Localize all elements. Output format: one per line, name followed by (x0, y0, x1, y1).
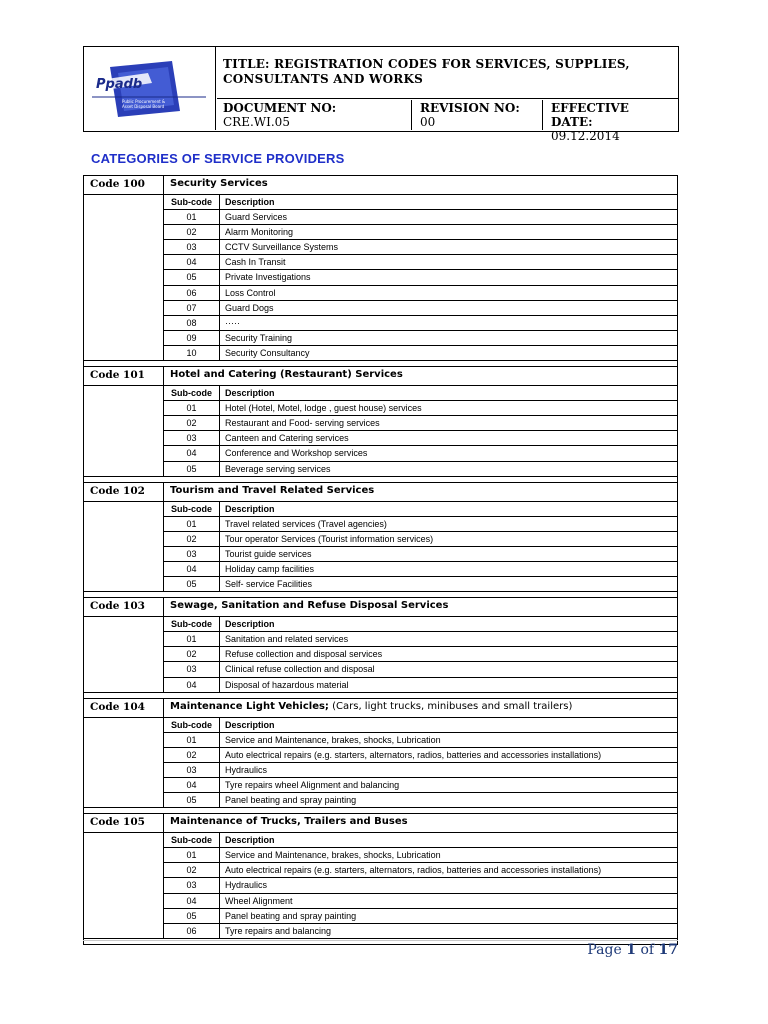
subcode-value: 08 (164, 315, 220, 330)
document-number-value: CRE.WI.05 (223, 115, 290, 129)
subcode-value: 04 (164, 561, 220, 576)
category-row (84, 176, 678, 195)
code-blank-cell (84, 501, 164, 592)
revision-number-label: REVISION NO: (420, 101, 520, 115)
description-value: Tourist guide services (220, 546, 678, 561)
subcode-value: 05 (164, 461, 220, 476)
table-row (164, 747, 677, 762)
description-value: Tour operator Services (Tourist information services) (220, 531, 678, 546)
category-note: (Cars, light trucks, minibuses and small trailers) (328, 700, 573, 712)
description-value: Tyre repairs wheel Alignment and balancing (220, 778, 678, 793)
subcode-value: 02 (164, 863, 220, 878)
category-name-cell (164, 698, 678, 717)
total-pages: 17 (658, 942, 678, 958)
category-code: Code 105 (84, 814, 164, 833)
of-word: of (640, 942, 655, 958)
page-word: Page (587, 942, 622, 958)
category-code: Code 101 (84, 367, 164, 386)
subcode-header-row (164, 833, 677, 848)
table-row (164, 461, 677, 476)
code-blank-cell (84, 717, 164, 808)
category-body-row (84, 617, 678, 692)
code-blank-cell (84, 386, 164, 477)
description-value: Loss Control (220, 285, 678, 300)
subcode-value: 03 (164, 546, 220, 561)
subcode-value: 01 (164, 732, 220, 747)
category-name-cell (164, 814, 678, 833)
table-row (164, 662, 677, 677)
subcode-value: 09 (164, 330, 220, 345)
subcode-cell (164, 195, 678, 361)
description-value: Auto electrical repairs (e.g. starters, alternators, radios, batteries and accessories installations) (220, 863, 678, 878)
subcode-value: 04 (164, 677, 220, 692)
subcode-value: 02 (164, 531, 220, 546)
category-name: Maintenance Light Vehicles; (170, 700, 329, 712)
category-name: Tourism and Travel Related Services (170, 484, 375, 496)
category-name-cell (164, 482, 678, 501)
subcode-value: 05 (164, 270, 220, 285)
logo-cell (84, 47, 216, 130)
description-value: Hotel (Hotel, Motel, lodge , guest house) services (220, 401, 678, 416)
description-value: ····· (220, 315, 678, 330)
subcode-value: 01 (164, 632, 220, 647)
category-name-cell (164, 176, 678, 195)
category-row (84, 698, 678, 717)
subcode-header: Sub-code (164, 502, 220, 517)
description-value: Security Training (220, 330, 678, 345)
description-value: Service and Maintenance, brakes, shocks, Lubrication (220, 732, 678, 747)
subcode-header-row (164, 386, 677, 401)
document-number-cell (217, 100, 412, 130)
subcode-table (164, 502, 677, 592)
description-value: Holiday camp facilities (220, 561, 678, 576)
subcode-value: 01 (164, 848, 220, 863)
subcode-header-row (164, 718, 677, 733)
description-header: Description (220, 502, 678, 517)
description-value: Conference and Workshop services (220, 446, 678, 461)
svg-text:Public Procurement &: Public Procurement & (122, 99, 166, 104)
description-value: Auto electrical repairs (e.g. starters, alternators, radios, batteries and accessories installations) (220, 747, 678, 762)
table-row (164, 632, 677, 647)
table-row (164, 516, 677, 531)
subcode-cell (164, 386, 678, 477)
category-body-row (84, 195, 678, 361)
subcode-value: 07 (164, 300, 220, 315)
subcode-value: 10 (164, 345, 220, 360)
description-header: Description (220, 617, 678, 632)
description-value: Hydraulics (220, 762, 678, 777)
category-row (84, 598, 678, 617)
table-row (164, 848, 677, 863)
category-row (84, 482, 678, 501)
description-value: Hydraulics (220, 878, 678, 893)
table-row (164, 255, 677, 270)
table-row (164, 546, 677, 561)
category-body-row (84, 501, 678, 592)
category-name: Security Services (170, 178, 268, 189)
subcode-value: 05 (164, 908, 220, 923)
table-row (164, 285, 677, 300)
subcode-value: 01 (164, 401, 220, 416)
table-row (164, 345, 677, 360)
category-name-cell (164, 367, 678, 386)
subcode-header: Sub-code (164, 617, 220, 632)
subcode-value: 04 (164, 893, 220, 908)
subcode-table (164, 718, 677, 808)
categories-table (83, 175, 678, 945)
table-row (164, 270, 677, 285)
category-code: Code 104 (84, 698, 164, 717)
subcode-cell (164, 833, 678, 939)
subcode-cell (164, 717, 678, 808)
category-body-row (84, 386, 678, 477)
subcode-value: 01 (164, 516, 220, 531)
category-name: Sewage, Sanitation and Refuse Disposal Services (170, 600, 449, 612)
revision-number-cell (414, 100, 543, 130)
subcode-cell (164, 501, 678, 592)
svg-text:Asset Disposal Board: Asset Disposal Board (122, 104, 165, 109)
subcode-table (164, 833, 677, 938)
effective-date-label: EFFECTIVE DATE: (551, 101, 629, 129)
subcode-value: 05 (164, 577, 220, 592)
subcode-value: 02 (164, 747, 220, 762)
table-row (164, 923, 677, 938)
table-row (164, 893, 677, 908)
description-value: Travel related services (Travel agencies) (220, 516, 678, 531)
table-row (164, 446, 677, 461)
subcode-table (164, 195, 677, 360)
code-blank-cell (84, 617, 164, 692)
table-row (164, 561, 677, 576)
subcode-table (164, 617, 677, 691)
subcode-header-row (164, 617, 677, 632)
description-value: Private Investigations (220, 270, 678, 285)
subcode-header-row (164, 502, 677, 517)
subcode-header-row (164, 195, 677, 210)
table-row (164, 647, 677, 662)
subcode-value: 03 (164, 662, 220, 677)
document-header (83, 46, 679, 143)
description-value: Guard Services (220, 210, 678, 225)
description-header: Description (220, 195, 678, 210)
table-row (164, 732, 677, 747)
title-cell (217, 47, 678, 99)
table-row (164, 431, 677, 446)
description-value: Tyre repairs and balancing (225, 925, 332, 936)
subcode-cell (164, 617, 678, 692)
table-row (164, 210, 677, 225)
table-row (164, 225, 677, 240)
subcode-value: 02 (164, 416, 220, 431)
description-value: Disposal of hazardous material (225, 679, 349, 690)
effective-date-value: 09.12.2014 (551, 129, 620, 143)
svg-text:Ppadb: Ppadb (96, 77, 143, 92)
description-value: Canteen and Catering services (220, 431, 678, 446)
title-label: TITLE: (223, 57, 270, 71)
table-row (164, 878, 677, 893)
revision-number-value: 00 (420, 115, 436, 129)
subcode-value: 06 (164, 923, 220, 938)
category-row (84, 814, 678, 833)
title-text: REGISTRATION CODES FOR SERVICES, SUPPLIES, CONSULTANTS AND WORKS (223, 57, 630, 86)
description-value: Guard Dogs (220, 300, 678, 315)
description-value: Security Consultancy (225, 347, 310, 358)
subcode-value: 02 (164, 225, 220, 240)
table-row (164, 401, 677, 416)
category-body-row (84, 717, 678, 808)
subcode-value: 04 (164, 778, 220, 793)
subcode-value: 06 (164, 285, 220, 300)
table-row (164, 762, 677, 777)
subcode-value: 01 (164, 210, 220, 225)
table-row (164, 300, 677, 315)
subcode-value: 03 (164, 431, 220, 446)
description-value: Cash In Transit (220, 255, 678, 270)
subcode-header: Sub-code (164, 195, 220, 210)
table-row (164, 240, 677, 255)
category-row (84, 367, 678, 386)
code-blank-cell (84, 195, 164, 361)
subcode-header: Sub-code (164, 386, 220, 401)
effective-date-cell (545, 100, 678, 143)
description-value: Sanitation and related services (220, 632, 678, 647)
description-value: Alarm Monitoring (220, 225, 678, 240)
category-code: Code 100 (84, 176, 164, 195)
description-value: Restaurant and Food- serving services (220, 416, 678, 431)
table-row (164, 330, 677, 345)
table-row (164, 416, 677, 431)
subcode-value: 04 (164, 255, 220, 270)
category-code: Code 102 (84, 482, 164, 501)
table-row (164, 863, 677, 878)
description-value: Wheel Alignment (220, 893, 678, 908)
table-row (164, 778, 677, 793)
table-row (164, 908, 677, 923)
document-number-label: DOCUMENT NO: (223, 101, 337, 115)
category-name: Maintenance of Trucks, Trailers and Buses (170, 816, 408, 828)
subcode-value: 03 (164, 878, 220, 893)
category-body-row (84, 833, 678, 939)
subcode-value: 02 (164, 647, 220, 662)
code-blank-cell (84, 833, 164, 939)
description-header: Description (220, 386, 678, 401)
table-row (164, 315, 677, 330)
table-row (164, 531, 677, 546)
description-value: Beverage serving services (225, 463, 331, 474)
current-page: 1 (626, 942, 636, 958)
page-number (587, 942, 678, 958)
description-header: Description (220, 833, 678, 848)
table-row (164, 577, 677, 592)
ppadb-logo (88, 59, 210, 119)
subcode-value: 03 (164, 762, 220, 777)
description-value: Self- service Facilities (225, 579, 313, 590)
category-code: Code 103 (84, 598, 164, 617)
description-value: Refuse collection and disposal services (220, 647, 678, 662)
category-name-cell (164, 598, 678, 617)
subcode-value: 03 (164, 240, 220, 255)
table-row (164, 677, 677, 692)
description-value: CCTV Surveillance Systems (220, 240, 678, 255)
subcode-value: 04 (164, 446, 220, 461)
table-row (164, 793, 677, 808)
subcode-value: 05 (164, 793, 220, 808)
subcode-header: Sub-code (164, 833, 220, 848)
subcode-table (164, 386, 677, 476)
category-name: Hotel and Catering (Restaurant) Services (170, 369, 403, 381)
description-value: Panel beating and spray painting (220, 908, 678, 923)
description-value: Clinical refuse collection and disposal (220, 662, 678, 677)
section-title: CATEGORIES OF SERVICE PROVIDERS (91, 151, 345, 166)
description-value: Panel beating and spray painting (225, 795, 357, 806)
subcode-header: Sub-code (164, 718, 220, 733)
footer-divider (83, 940, 678, 941)
description-value: Service and Maintenance, brakes, shocks, Lubrication (220, 848, 678, 863)
description-header: Description (220, 718, 678, 733)
